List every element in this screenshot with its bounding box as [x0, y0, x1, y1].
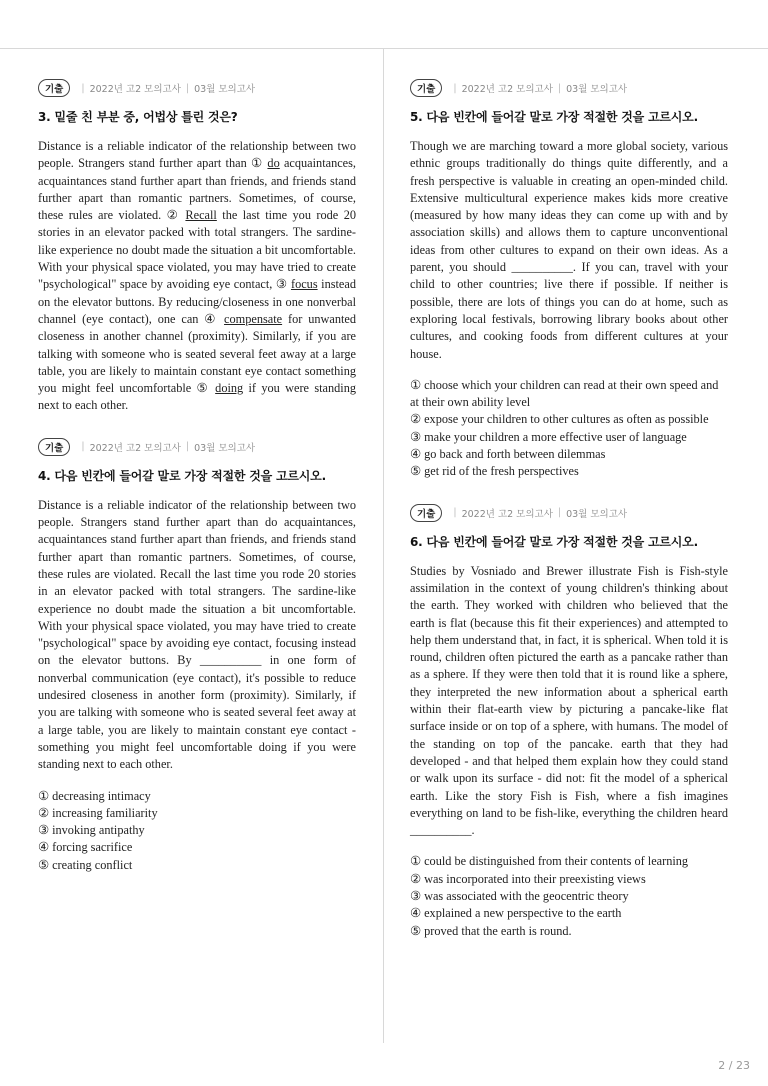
choice-3[interactable]: ③ make your children a more effective user of language	[410, 429, 687, 444]
choice-1[interactable]: ① choose which your children can read at their own speed and at their own ability level	[410, 377, 719, 410]
past-exam-badge: 기출	[410, 79, 442, 97]
question-passage: Studies by Vosniado and Brewer illustrate Fish is Fish-style assimilation in the context of young children's thinking about the earth. They worked with children who believed that the earth is flat (because this fit their experiences) and attempted to help them understand that, in fact, it is spherical. When told it is round, children often pictured the earth as a pancake rather than as a sphere. If they were then told that it is round like a sphere, they interpreted the new information about a spherical earth within their flat-earth view by picturing a pancake-like flat surface inside or on top of a sphere, with humans. The model of the standing on top of the pancake. earth that they had developed - and that helped them explain how they could stand or walk upon its surface - did not: fit the model of a spherical earth. Like the story Fish is Fish, where a fish imagines everything on land to be fish-like, everything the children heard __________.	[410, 563, 728, 838]
choice-4[interactable]: ④ go back and forth between dilemmas	[410, 447, 606, 462]
right-column	[410, 78, 728, 962]
question-title: 4. 다음 빈칸에 들어갈 말로 가장 적절한 것을 고르시오.	[38, 468, 326, 483]
header-rule	[0, 48, 768, 49]
question-6	[410, 503, 728, 940]
column-divider	[383, 48, 384, 1043]
question-meta: 기출 | 2022년 고2 모의고사 | 03월 모의고사	[410, 78, 728, 98]
question-4	[38, 437, 356, 874]
question-passage: Distance is a reliable indicator of the relationship between two people. Strangers stand further apart than ① do acquaintances, acquaintances stand further apart than friends, and friends stand further apart than romantic partners. Sometimes, of course, these rules are violated. ② Recall the last time you rode 20 stories in an elevator packed with total strangers. The sardine-like experience no doubt made the situation a bit uncomfortable. With your physical space violated, you may have tried to create "psychological" space by avoiding eye contact, ③ focus instead on the elevator buttons. By reducing/closeness in one nonverbal channel (eye contact), one can ④ compensate for unwanted closeness in another channel (proximity). Similarly, if you are talking with someone who is seated several feet away at a large table, you are likely to maintain constant eye contact something you might feel uncomfortable ⑤ doing if you were standing next to each other.	[38, 139, 357, 413]
left-column	[38, 78, 356, 896]
choice-1[interactable]: ① could be distinguished from their contents of learning	[410, 854, 689, 869]
underlined-option-5: doing	[215, 381, 244, 396]
choice-2[interactable]: ② increasing familiarity	[38, 805, 158, 820]
exam-source: 2022년 고2 모의고사	[89, 442, 181, 454]
answer-choices	[410, 853, 728, 939]
exam-month: 03월 모의고사	[194, 84, 256, 95]
choice-2[interactable]: ② was incorporated into their preexisting views	[410, 871, 646, 886]
choice-4[interactable]: ④ explained a new perspective to the earth	[410, 906, 622, 921]
question-meta: 기출 | 2022년 고2 모의고사 | 03월 모의고사	[38, 78, 356, 98]
question-title: 5. 다음 빈칸에 들어갈 말로 가장 적절한 것을 고르시오.	[410, 110, 698, 124]
past-exam-badge: 기출	[38, 438, 70, 456]
choice-2[interactable]: ② expose your children to other cultures as often as possible	[410, 412, 709, 427]
choice-5[interactable]: ⑤ creating conflict	[38, 857, 133, 872]
question-3	[38, 78, 356, 415]
choice-5[interactable]: ⑤ proved that the earth is round.	[410, 923, 572, 938]
exam-source: 2022년 고2 모의고사	[89, 84, 181, 95]
past-exam-badge: 기출	[38, 79, 70, 97]
question-passage: Distance is a reliable indicator of the relationship between two people. Strangers stand further apart than do acquaintances, acquaintances stand further apart than friends, and friends stand further apart than romantic partners. Sometimes, of course, these rules are violated. Recall the last time you rode 20 stories in an elevator packed with total strangers. The sardine-like experience no doubt made the situation a bit uncomfortable. With your physical space violated, you may have tried to create "psychological" space by avoiding eye contact, focusing instead on the elevator buttons. By __________ in one form of nonverbal communication (eye contact), it's possible to reduce undesired closeness in another form (proximity). Similarly, if you are talking with someone who is seated several feet away at a large table, you are likely to maintain constant eye contact - something you might feel uncomfortable doing if you were standing next to each other.	[38, 497, 356, 772]
question-meta: 기출 | 2022년 고2 모의고사 | 03월 모의고사	[38, 437, 356, 457]
answer-choices	[38, 788, 356, 874]
past-exam-badge: 기출	[410, 504, 442, 522]
choice-3[interactable]: ③ invoking antipathy	[38, 823, 145, 838]
answer-choices	[410, 377, 728, 481]
exam-month: 03월 모의고사	[194, 442, 256, 454]
underlined-option-4: compensate	[224, 311, 283, 326]
choice-1[interactable]: ① decreasing intimacy	[38, 788, 151, 803]
exam-source: 2022년 고2 모의고사	[461, 508, 553, 520]
underlined-option-2: Recall	[185, 208, 217, 223]
underlined-option-1: do	[267, 156, 280, 171]
choice-4[interactable]: ④ forcing sacrifice	[38, 840, 133, 855]
exam-month: 03월 모의고사	[566, 508, 628, 520]
question-meta: 기출 | 2022년 고2 모의고사 | 03월 모의고사	[410, 503, 728, 523]
exam-source: 2022년 고2 모의고사	[461, 84, 553, 95]
question-5	[410, 78, 728, 481]
page-number: 2 / 23	[718, 1059, 750, 1072]
underlined-option-3: focus	[290, 277, 318, 292]
question-title: 6. 다음 빈칸에 들어갈 말로 가장 적절한 것을 고르시오.	[410, 534, 698, 549]
exam-month: 03월 모의고사	[566, 84, 628, 95]
question-title: 3. 밑줄 친 부분 중, 어법상 틀린 것은?	[38, 110, 238, 124]
question-passage: Though we are marching toward a more global society, various ethnic groups traditionally do things quite differently, and a fresh perspective is valuable in creating an open-minded child. Extensive multicultural experience makes kids more creative (measured by how many ideas they can come up with and by association skills) and allows them to capture unconventional ideas from other cultures to expand on their own ideas. As a parent, you should __________. If you can, travel with your child to other countries; live there if possible. If neither is possible, there are lots of things you can do at home, such as exploring local festivals, borrowing library books about other cultures, and cooking foods from different cultures at your house.	[410, 139, 728, 361]
choice-5[interactable]: ⑤ get rid of the fresh perspectives	[410, 464, 579, 479]
choice-3[interactable]: ③ was associated with the geocentric theory	[410, 888, 629, 903]
